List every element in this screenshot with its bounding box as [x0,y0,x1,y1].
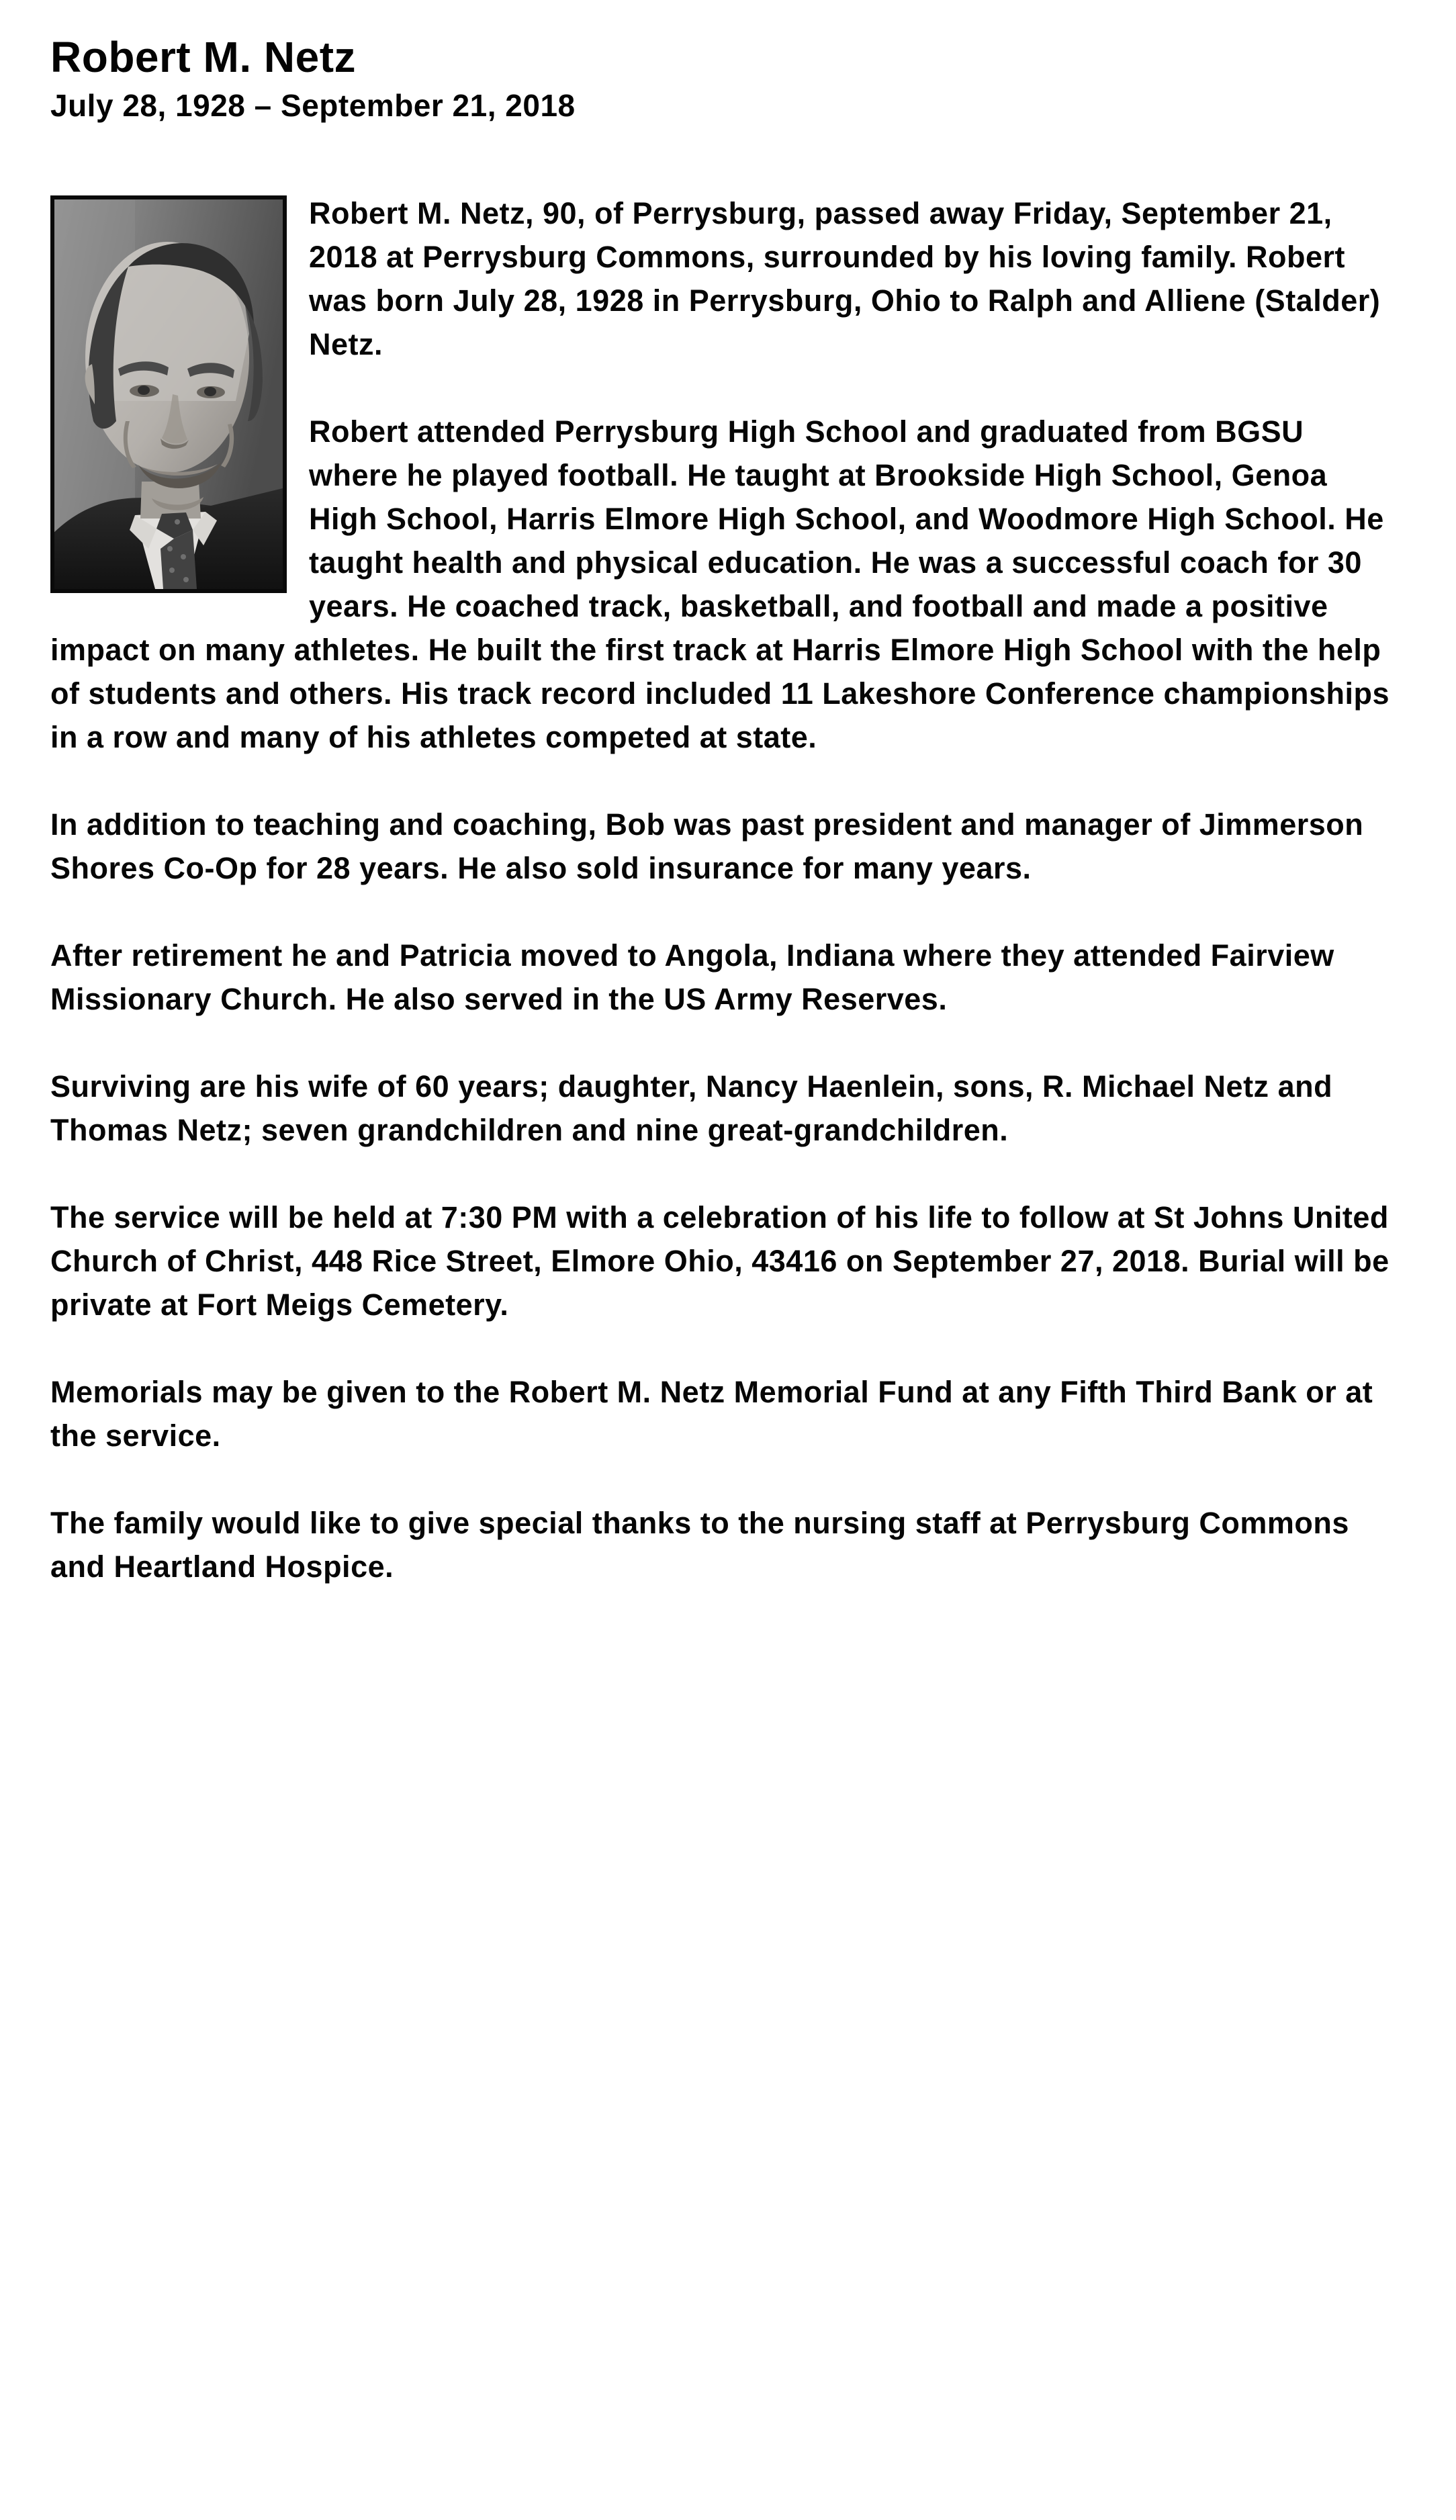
obituary-paragraph: The family would like to give special thanks to the nursing staff at Perrysburg Commons and Heartland Hospice. [50,1506,1349,1584]
obituary-paragraph: The service will be held at 7:30 PM with a celebration of his life to follow at St Johns United Church of Christ, 448 Rice Street, Elmore Ohio, 43416 on September 27, 2018. Burial will be private at Fort Meigs Cemetery. [50,1200,1390,1322]
obituary-body [50,191,1399,1588]
obituary-paragraph: In addition to teaching and coaching, Bob was past president and manager of Jimmerson Shores Co-Op for 28 years. He also sold insurance for many years. [50,807,1364,885]
portrait-photo [50,195,287,593]
page-title: Robert M. Netz [50,33,356,81]
obituary-paragraph: Robert attended Perrysburg High School and graduated from BGSU where he played football. He taught at Brookside High School, Genoa High School, Harris Elmore High School, and Woodmore High School. He taught health and physical education. He was a successful coach for 30 years. He coached track, basketball, and football and made a positive impact on many athletes. He built the first track at Harris Elmore High School with the help of students and others. His track record included 11 Lakeshore Conference championships in a row and many of his athletes competed at state. [50,414,1390,754]
obituary-paragraph: Robert M. Netz, 90, of Perrysburg, passed away Friday, September 21, 2018 at Perrysburg Commons, surrounded by his loving family. Robert was born July 28, 1928 in Perrysburg, Ohio to Ralph and Alliene (Stalder) Netz. [309,196,1381,361]
life-dates: July 28, 1928 – September 21, 2018 [50,88,576,123]
portrait-image [54,199,283,589]
obituary-paragraph: Memorials may be given to the Robert M. Netz Memorial Fund at any Fifth Third Bank or at the service. [50,1375,1373,1453]
obituary-paragraph: After retirement he and Patricia moved to Angola, Indiana where they attended Fairview Missionary Church. He also served in the US Army Reserves. [50,938,1334,1016]
obituary-paragraph: Surviving are his wife of 60 years; daughter, Nancy Haenlein, sons, R. Michael Netz and Thomas Netz; seven grandchildren and nine great-grandchildren. [50,1069,1333,1147]
